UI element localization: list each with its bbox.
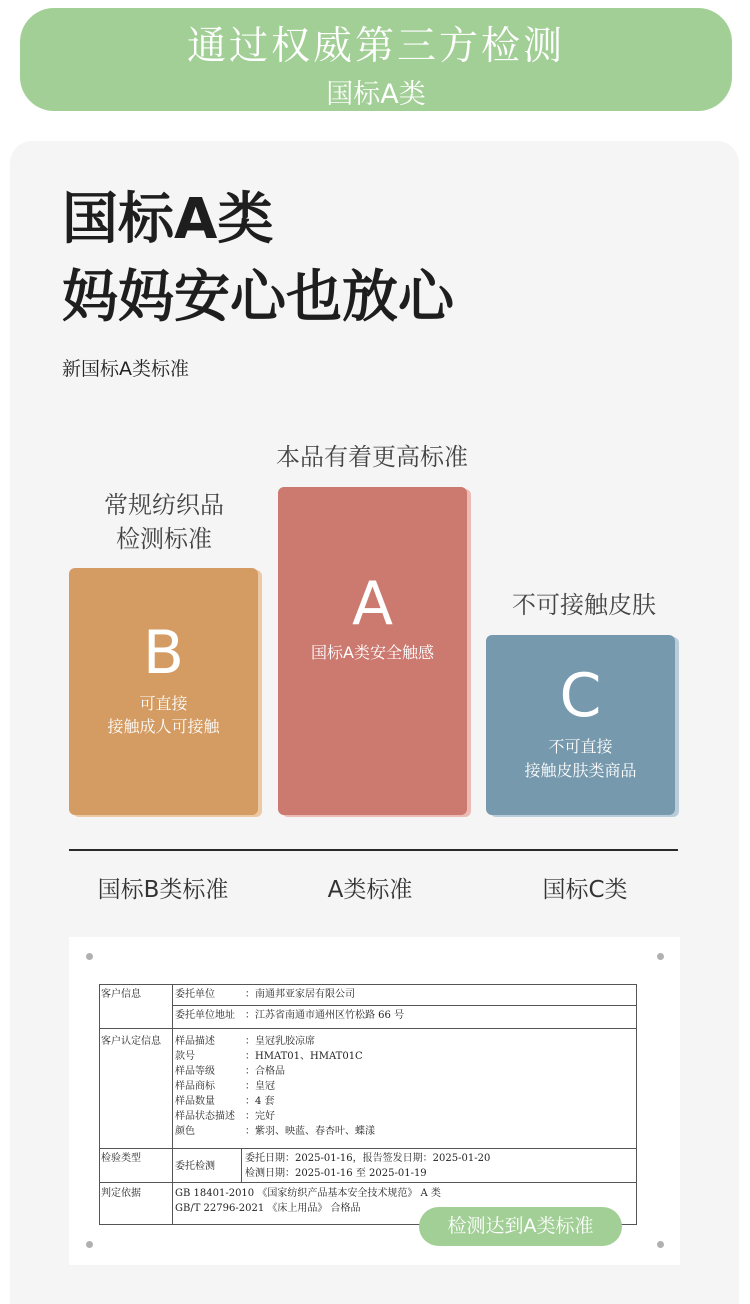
card-c-desc-line1: 不可直接 <box>548 737 613 756</box>
report-client-address-value: 江苏省南通市通州区竹松路 66 号 <box>255 1010 405 1021</box>
report-sample-label: 款号 <box>175 1051 195 1062</box>
card-a <box>278 487 467 815</box>
report-inspection-section: 检验类型 <box>101 1153 141 1164</box>
caption-b-line1: 常规纺织品 <box>104 491 224 519</box>
axis-label-c: 国标C类 <box>542 877 628 903</box>
caption-b <box>64 488 264 556</box>
banner-title: 通过权威第三方检测 <box>186 24 565 69</box>
report-sample-label: 样品数量 <box>175 1096 215 1107</box>
table-column-rule <box>241 1148 242 1182</box>
report-sample-label: 样品等级 <box>175 1066 215 1077</box>
report-sample-label: 样品商标 <box>175 1081 215 1092</box>
report-sample-label: 样品状态描述 <box>175 1111 235 1122</box>
report-colon: ： <box>245 989 255 1000</box>
card-b-letter: B <box>142 618 185 688</box>
report-client-address-label: 委托单位地址 <box>175 1010 235 1021</box>
axis-label-a: A类标准 <box>327 877 413 903</box>
report-sample-value: HMAT01、HMAT01C <box>255 1051 363 1062</box>
table-rule <box>99 1148 637 1149</box>
report-sample-value: 紫羽、映蓝、春杏叶、蝶漾 <box>255 1126 375 1137</box>
report-sample-value: 皇冠 <box>255 1081 275 1092</box>
table-border-top <box>99 984 637 985</box>
top-banner <box>20 8 732 111</box>
caption-b-line2: 检测标准 <box>116 525 212 553</box>
report-client-unit-value: 南通邦亚家居有限公司 <box>255 989 355 1000</box>
corner-dot <box>657 953 664 960</box>
report-colon: ： <box>245 1036 255 1047</box>
report-client-section: 客户信息 <box>101 989 141 1000</box>
table-rule <box>99 1028 637 1029</box>
report-sample-label: 样品描述 <box>175 1036 215 1047</box>
report-inspection-line2: 检测日期：2025-01-16 至 2025-01-19 <box>245 1168 427 1179</box>
report-judgement-line2: GB/T 22796-2021 《床上用品》 合格品 <box>175 1203 361 1214</box>
report-colon: ： <box>245 1010 255 1021</box>
comparison-divider <box>69 849 678 851</box>
card-b-desc-line1: 可直接 <box>139 694 188 713</box>
a-standard-badge: 检测达到A类标准 <box>419 1207 622 1246</box>
corner-dot <box>86 953 93 960</box>
report-judgement-line1: GB 18401-2010 《国家纺织产品基本安全技术规范》 A 类 <box>175 1188 441 1199</box>
report-sample-label: 颜色 <box>175 1126 195 1137</box>
report-sample-value: 完好 <box>255 1111 275 1122</box>
report-sample-section: 客户认定信息 <box>101 1036 161 1047</box>
report-sample-value: 皇冠乳胶凉席 <box>255 1036 315 1047</box>
corner-dot <box>657 1241 664 1248</box>
corner-dot <box>86 1241 93 1248</box>
banner-subtitle: 国标A类 <box>326 79 426 110</box>
caption-a: 本品有着更高标准 <box>276 443 468 471</box>
report-sample-value: 合格品 <box>255 1066 285 1077</box>
table-border-left <box>99 984 100 1225</box>
report-colon: ： <box>245 1126 255 1137</box>
axis-label-b: 国标B类标准 <box>97 877 229 903</box>
card-b <box>69 568 258 815</box>
table-column-rule <box>172 984 173 1225</box>
report-inspection-line1: 委托日期：2025-01-16，报告签发日期：2025-01-20 <box>245 1153 491 1164</box>
card-c <box>486 635 675 815</box>
report-colon: ： <box>245 1066 255 1077</box>
table-border-right <box>636 984 637 1225</box>
headline-line2: 妈妈安心也放心 <box>62 265 454 330</box>
card-c-desc-line2: 接触皮肤类商品 <box>524 761 637 780</box>
report-colon: ： <box>245 1051 255 1062</box>
report-judgement-section: 判定依据 <box>101 1188 141 1199</box>
card-a-letter: A <box>351 569 394 639</box>
headline-subtitle: 新国标A类标准 <box>62 358 189 380</box>
report-colon: ： <box>245 1111 255 1122</box>
report-colon: ： <box>245 1096 255 1107</box>
report-client-unit-label: 委托单位 <box>175 989 215 1000</box>
report-sample-value: 4 套 <box>255 1096 275 1107</box>
card-c-letter: C <box>559 661 602 731</box>
card-a-desc-line1: 国标A类安全触感 <box>311 643 434 662</box>
table-rule <box>172 1005 636 1006</box>
caption-c: 不可接触皮肤 <box>512 591 656 619</box>
card-b-desc-line2: 接触成人可接触 <box>107 717 220 736</box>
headline-line1: 国标A类 <box>62 187 274 252</box>
table-rule <box>99 1182 637 1183</box>
report-inspection-label: 委托检测 <box>175 1161 215 1172</box>
report-colon: ： <box>245 1081 255 1092</box>
